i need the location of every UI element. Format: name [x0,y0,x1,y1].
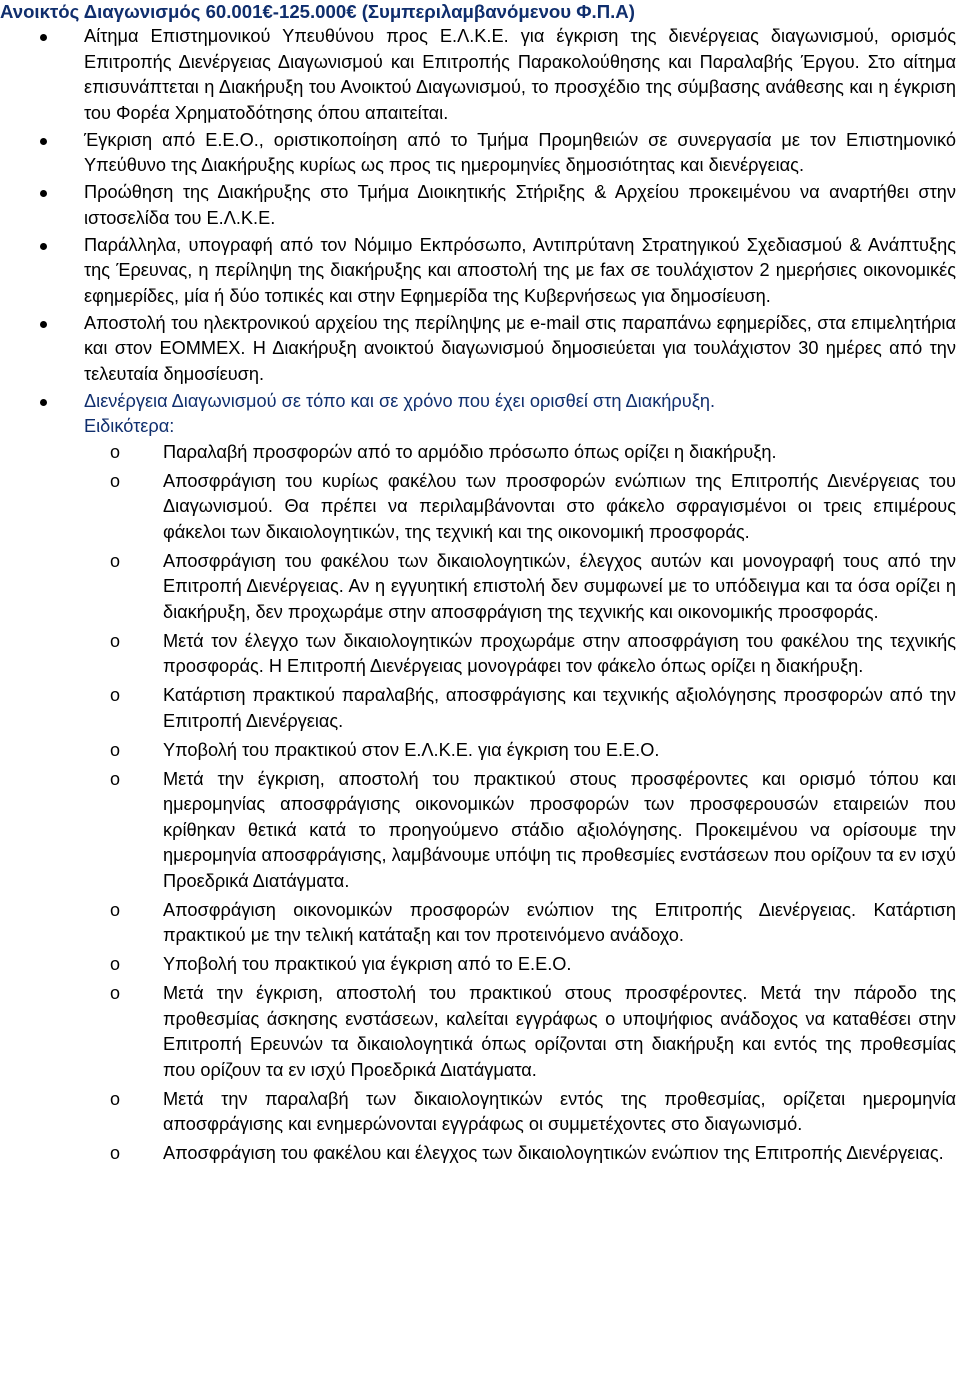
procedure-steps-list [26,24,956,1167]
tender-subhead: Ειδικότερα: [84,416,175,436]
tender-substep-text: Μετά την παραλαβή των δικαιολογητικών εντός της προθεσμίας, ορίζεται ημερομηνία αποσφράγισης και ενημερώνονται εγγράφως οι συμμετέχοντες στο διαγωνισμό. [163,1088,956,1134]
tender-substep-text: Μετά την έγκριση, αποστολή του πρακτικού στους προσφέροντες. Μετά την πάροδο της προθεσμίας άσκησης ενστάσεων, καλείται εγγράφως ο υποψήφιος ανάδοχος να καταθέσει στην Επιτροπή Ερευνών τα δικαιολογητικά όπως ορίζονται στη διακήρυξη και εντός της προθεσμίας που ορίζουν τα εν ισχύ Προεδρικά Διατάγματα. [163,983,956,1080]
circle-bullet-icon: o [110,1088,121,1109]
tender-substep [26,683,956,734]
procedure-step-text: Παράλληλα, υπογραφή από τον Νόμιμο Εκπρόσωπο, Αντιπρύτανη Στρατηγικού Σχεδιασμού & Ανάπτυξης της Έρευνας, η περίληψη της διακήρυξης και αποστολή της με fax σε τουλάχιστον 2 ημερήσιες οικονομικές εφημερίδες, μία ή δύο τοπικές και στην Εφημερίδα της Κυβερνήσεως για δημοσίευση. [84,234,956,306]
procedure-step-tender [26,389,956,1167]
tender-substep [26,898,956,949]
tender-substep-text: Παραλαβή προσφορών από το αρμόδιο πρόσωπο όπως ορίζει η διακήρυξη. [163,441,777,462]
tender-substep [26,738,956,764]
tender-substep-text: Υποβολή του πρακτικού για έγκριση από το Ε.Ε.Ο. [163,954,572,974]
procedure-step-text: Αποστολή του ηλεκτρονικού αρχείου της περίληψης με e-mail στις παραπάνω εφημερίδες, στα επιμελητήρια και στον ΕΟΜΜΕΧ. Η Διακήρυξη ανοικτού διαγωνισμού δημοσιεύεται για τουλάχιστον 30 ημέρες από την τελευταία δημοσίευση. [84,312,956,384]
circle-bullet-icon: o [110,739,121,760]
tender-substep [26,1141,956,1167]
procedure-step-text: Αίτημα Επιστημονικού Υπευθύνου προς Ε.Λ.Κ.Ε. για έγκριση της διενέργειας διαγωνισμού, ορισμός Επιτροπής Διενέργειας Διαγωνισμού και Επιτροπής Παρακολούθησης και Παραλαβής Έργου. Στο αίτημα επισυνάπτεται η Διακήρυξη του Ανοικτού Διαγωνισμού, το προσχέδιο της σύμβασης ανάθεσης και η έγκριση του Φορέα Χρηματοδότησης όπου απαιτείται. [84,26,956,123]
bullet-icon [40,190,47,197]
tender-substep-text: Αποσφράγιση του φακέλου και έλεγχος των δικαιολογητικών ενώπιον της Επιτροπής Διενέργειας. [163,1143,944,1163]
procedure-step [26,233,956,310]
tender-lead-text: Διενέργεια Διαγωνισμού σε τόπο και σε χρόνο που έχει ορισθεί στη Διακήρυξη. [84,390,716,411]
procedure-step [26,128,956,179]
tender-substep [26,1087,956,1138]
tender-substep [26,440,956,466]
tender-substep-text: Αποσφράγιση του φακέλου των δικαιολογητικών, έλεγχος αυτών και μονογραφή τους από την Επιτροπή Διενέργειας. Αν η εγγυητική επιστολή δεν συμφωνεί με το υπόδειγμα και τα όσα ορίζει η διακήρυξη, δεν προχωράμε στην αποσφράγιση της τεχνικής και οικονομικής προσφοράς. [163,550,956,622]
circle-bullet-icon: o [110,954,121,974]
procedure-step [26,180,956,231]
circle-bullet-icon: o [110,441,121,462]
circle-bullet-icon: o [110,470,121,491]
circle-bullet-icon: o [110,899,121,920]
tender-substep [26,549,956,626]
tender-substep-text: Υποβολή του πρακτικού στον Ε.Λ.Κ.Ε. για έγκριση του Ε.Ε.Ο. [163,739,660,760]
tender-substep-text: Αποσφράγιση οικονομικών προσφορών ενώπιον της Επιτροπής Διενέργειας. Κατάρτιση πρακτικού με την τελική κατάταξη και τον προτεινόμενο ανάδοχο. [163,899,956,945]
tender-substep [26,981,956,1083]
bullet-icon [40,399,47,406]
procedure-step-text: Προώθηση της Διακήρυξης στο Τμήμα Διοικητικής Στήριξης & Αρχείου προκειμένου να αναρτήθει στην ιστοσελίδα του Ε.Λ.Κ.Ε. [84,182,956,228]
circle-bullet-icon: o [110,630,121,651]
procedure-step-text: Έγκριση από Ε.Ε.Ο., οριστικοποίηση από το Τμήμα Προμηθειών σε συνεργασία με τον Επιστημονικό Υπεύθυνο της Διακήρυξης κυρίως ως προς τις ημερομηνίες δημοσιότητας και διενέργειας. [84,129,956,175]
procedure-step [26,24,956,126]
tender-substep-text: Αποσφράγιση του κυρίως φακέλου των προσφορών ενώπιων της Επιτροπής Διενέργειας του Διαγωνισμού. Θα πρέπει να περιλαμβάνονται στο φάκελο σφραγισμένοι οι τρεις επιμέρους φάκελοι των δικαιολογητικών, της τεχνική και της οικονομική προσφοράς. [163,470,956,542]
circle-bullet-icon: o [110,983,121,1003]
procedure-step [26,311,956,388]
tender-substep [26,629,956,680]
circle-bullet-icon: o [110,1143,121,1163]
circle-bullet-icon: o [110,685,121,705]
tender-substep-text: Μετά τον έλεγχο των δικαιολογητικών προχωράμε στην αποσφράγιση του φακέλου της τεχνικής προσφοράς. Η Επιτροπή Διενέργειας μονογράφει τον φάκελο όπως ορίζει η διακήρυξη. [163,630,956,676]
bullet-icon [40,321,47,328]
document-heading: Ανοικτός Διαγωνισμός 60.001€-125.000€ (Συμπεριλαμβανόμενου Φ.Π.Α) [0,1,635,22]
tender-substep [26,952,956,978]
circle-bullet-icon: o [110,768,121,789]
tender-substep [26,767,956,895]
tender-substep-text: Κατάρτιση πρακτικού παραλαβής, αποσφράγισης και τεχνικής αξιολόγησης προσφορών από την Επιτροπή Διενέργειας. [163,685,956,731]
tender-substep [26,469,956,546]
bullet-icon [40,34,47,41]
bullet-icon [40,138,47,145]
circle-bullet-icon: o [110,550,121,571]
tender-substeps-list [26,440,956,1167]
bullet-icon [40,243,47,250]
tender-substep-text: Μετά την έγκριση, αποστολή του πρακτικού στους προσφέροντες και ορισμό τόπου και ημερομηνίας αποσφράγισης οικονομικών προσφορών των προσφερουσών εταιρειών που κρίθηκαν θετικά κατά το προηγούμενο στάδιο αξιολόγησης. Προκειμένου να ορίσουμε την ημερομηνία αποσφράγισης, λαμβάνουμε υπόψη τις προθεσμίες ενστάσεων που ορίζουν τα εν ισχύ Προεδρικά Διατάγματα. [163,768,956,891]
